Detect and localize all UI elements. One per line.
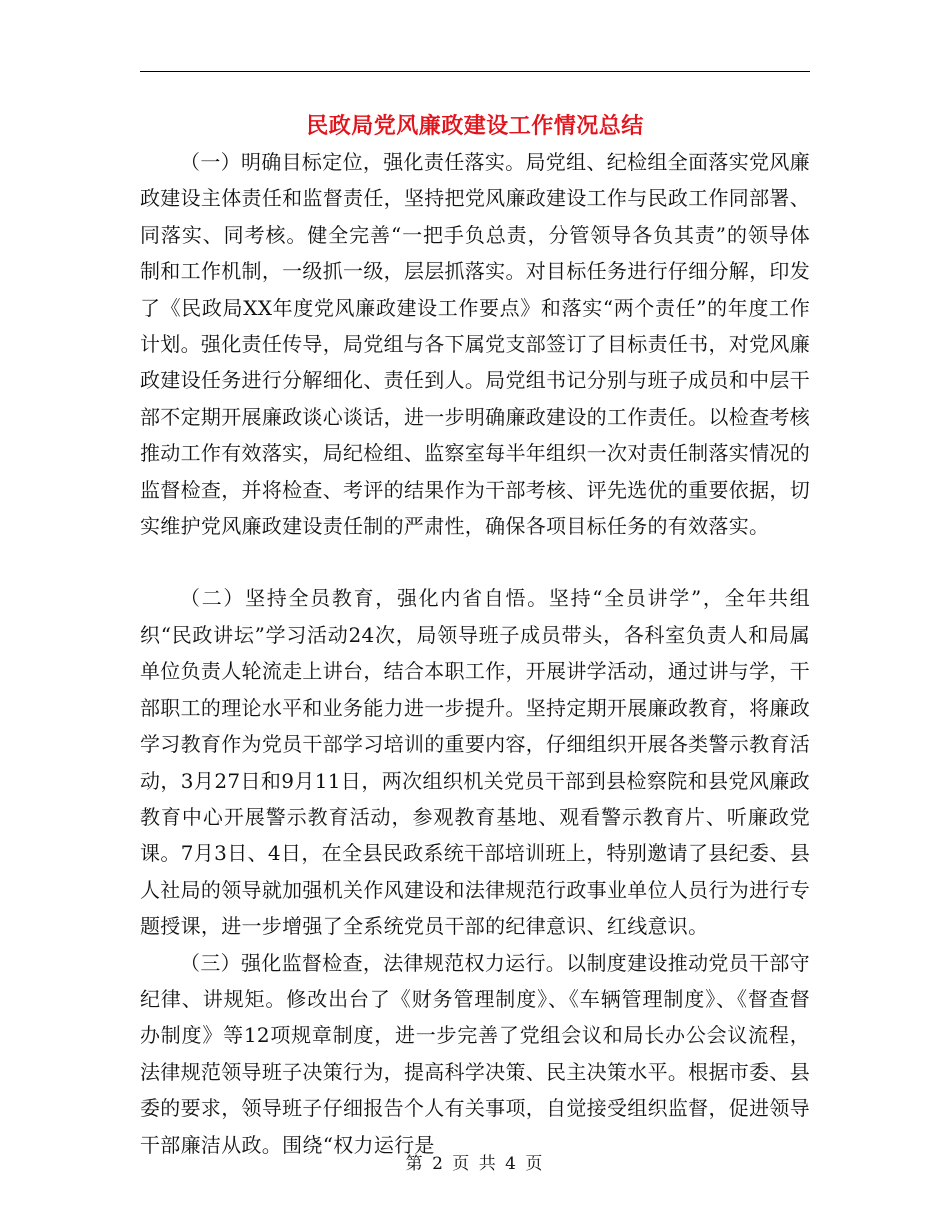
paragraph-section-1: （一）明确目标定位，强化责任落实。局党组、纪检组全面落实党风廉政建设主体责任和监督责任，坚持把党风廉政建设工作与民政工作同部署、同落实、同考核。健全完善“一把手负总责，分管领导各负其责”的领导体制和工作机制，一级抓一级，层层抓落实。对目标任务进行仔细分解，印发了《民政局XX年度党风廉政建设工作要点》和落实“两个责任”的年度工作计划。强化责任传导，局党组与各下属党支部签订了目标责任书，对党风廉政建设任务进行分解细化、责任到人。局党组书记分别与班子成员和中层干部不定期开展廉政谈心谈话，进一步明确廉政建设的工作责任。以检查考核推动工作有效落实，局纪检组、监察室每半年组织一次对责任制落实情况的监督检查，并将检查、考评的结果作为干部考核、评先选优的重要依据，切实维护党风廉政建设责任制的严肃性，确保各项目标任务的有效落实。 xyxy=(140,150,810,539)
paragraph-section-3: （三）强化监督检查，法律规范权力运行。以制度建设推动党员干部守纪律、讲规矩。修改出台了《财务管理制度》、《车辆管理制度》、《督查督办制度》等12项规章制度，进一步完善了党组会议和局长办公会议流程，法律规范领导班子决策行为，提高科学决策、民主决策水平。根据市委、县委的要求，领导班子仔细报告个人有关事项，自觉接受组织监督，促进领导干部廉洁从政。围绕“权力运行是 xyxy=(140,950,810,1157)
header-rule xyxy=(140,71,810,72)
paragraph-section-2: （二）坚持全员教育，强化内省自悟。坚持“全员讲学”，全年共组织“民政讲坛”学习活动24次，局领导班子成员带头，各科室负责人和局属单位负责人轮流走上讲台，结合本职工作，开展讲学活动，通过讲与学，干部职工的理论水平和业务能力进一步提升。坚持定期开展廉政教育，将廉政学习教育作为党员干部学习培训的重要内容，仔细组织开展各类警示教育活动，3月27日和9月11日，两次组织机关党员干部到县检察院和县党风廉政教育中心开展警示教育活动，参观教育基地、观看警示教育片、听廉政党课。7月3日、4日，在全县民政系统干部培训班上，特别邀请了县纪委、县人社局的领导就加强机关作风建设和法律规范行政事业单位人员行为进行专题授课，进一步增强了全系统党员干部的纪律意识、红线意识。 xyxy=(140,586,810,939)
page-number-footer: 第 2 页 共 4 页 xyxy=(405,1154,545,1174)
document-title: 民政局党风廉政建设工作情况总结 xyxy=(306,113,644,139)
document-body xyxy=(140,144,810,1163)
